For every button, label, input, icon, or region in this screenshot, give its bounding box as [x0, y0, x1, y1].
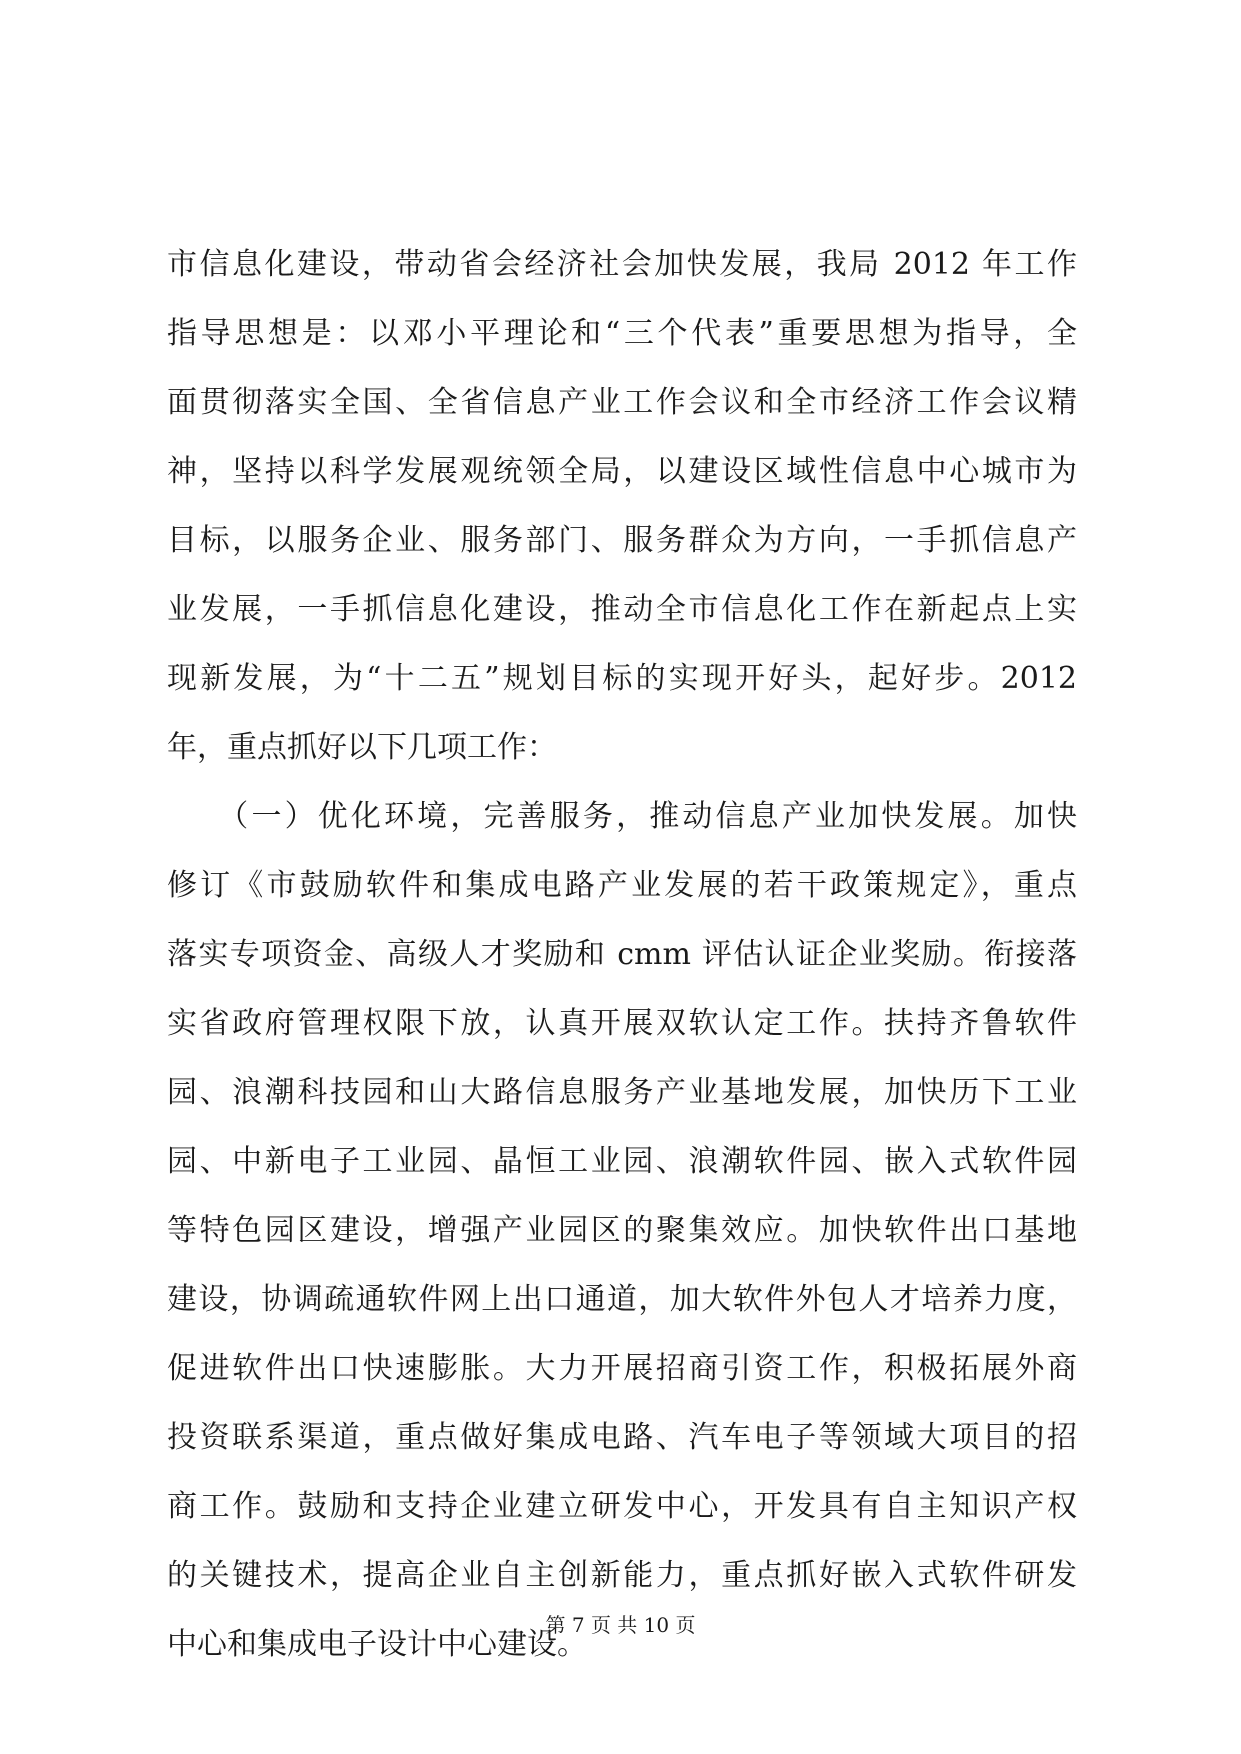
- text-line: （一）优化环境，完善服务，推动信息产业加快发展。加快: [167, 799, 1077, 834]
- text-line: 修订《市鼓励软件和集成电路产业发展的若干政策规定》，重点: [167, 868, 1077, 903]
- text-line: 投资联系渠道，重点做好集成电路、汽车电子等领域大项目的招: [167, 1420, 1077, 1455]
- text-line: 建设，协调疏通软件网上出口通道，加大软件外包人才培养力度，: [167, 1282, 1077, 1317]
- page-footer: 第 7 页 共 10 页: [545, 1613, 696, 1637]
- text-line: 面贯彻落实全国、全省信息产业工作会议和全市经济工作会议精: [167, 385, 1077, 420]
- text-line: 目标，以服务企业、服务部门、服务群众为方向，一手抓信息产: [167, 523, 1077, 558]
- text-line: 园、中新电子工业园、晶恒工业园、浪潮软件园、嵌入式软件园: [167, 1144, 1077, 1179]
- text-line: 落实专项资金、高级人才奖励和 cmm 评估认证企业奖励。衔接落: [167, 937, 1077, 972]
- text-line: 园、浪潮科技园和山大路信息服务产业基地发展，加快历下工业: [167, 1075, 1077, 1110]
- text-line: 年，重点抓好以下几项工作：: [167, 730, 557, 765]
- text-line: 市信息化建设，带动省会经济社会加快发展，我局 2012 年工作: [167, 247, 1077, 282]
- text-line: 的关键技术，提高企业自主创新能力，重点抓好嵌入式软件研发: [167, 1558, 1077, 1593]
- text-line: 指导思想是：以邓小平理论和“三个代表”重要思想为指导，全: [167, 316, 1077, 351]
- text-line: 中心和集成电子设计中心建设。: [167, 1627, 587, 1662]
- text-line: 神，坚持以科学发展观统领全局，以建设区域性信息中心城市为: [167, 454, 1077, 489]
- text-line: 业发展，一手抓信息化建设，推动全市信息化工作在新起点上实: [167, 592, 1077, 627]
- text-line: 现新发展，为“十二五”规划目标的实现开好头，起好步。2012: [167, 661, 1077, 696]
- body-text: [167, 230, 1077, 1679]
- text-line: 等特色园区建设，增强产业园区的聚集效应。加快软件出口基地: [167, 1213, 1077, 1248]
- text-line: 促进软件出口快速膨胀。大力开展招商引资工作，积极拓展外商: [167, 1351, 1077, 1386]
- text-line: 实省政府管理权限下放，认真开展双软认定工作。扶持齐鲁软件: [167, 1006, 1077, 1041]
- text-line: 商工作。鼓励和支持企业建立研发中心，开发具有自主知识产权: [167, 1489, 1077, 1524]
